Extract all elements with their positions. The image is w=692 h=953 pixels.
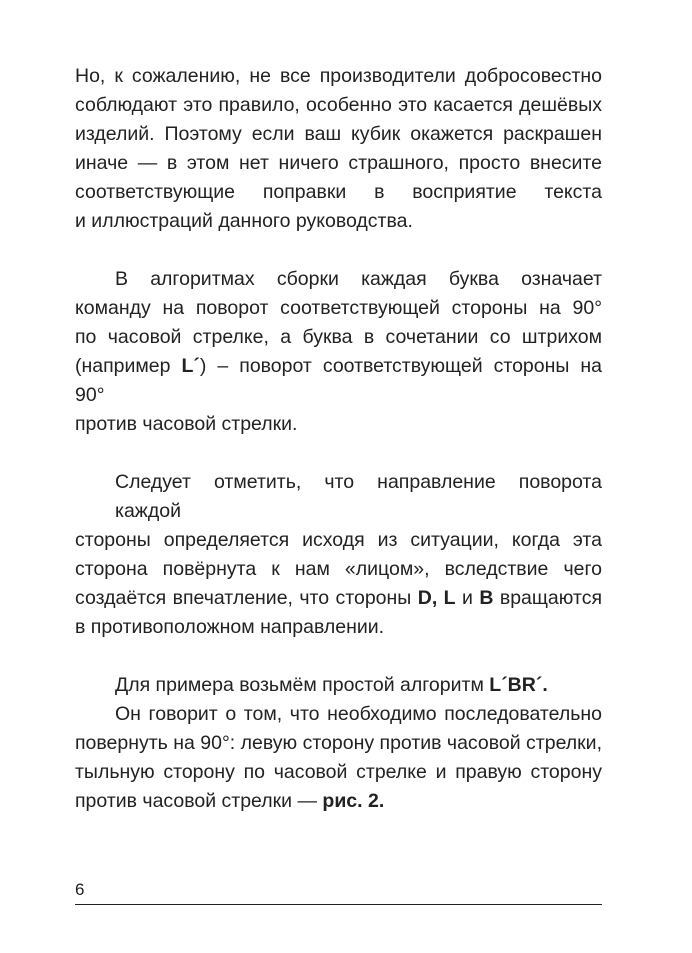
text-line: (например L´) – поворот соответствующей стороны на 90° [75, 355, 603, 406]
text-line: В алгоритмах сборки каждая буква означает [115, 268, 602, 290]
text-line: Но, к сожалению, не все производители добросовестно [75, 65, 602, 87]
notation-d-l: D, L [417, 587, 456, 609]
text-line: создаётся впечатление, что стороны D, L и B вращаются [75, 587, 602, 609]
text-line: стороны определяется исходя из ситуации, когда эта [75, 529, 602, 551]
page-footer [75, 880, 602, 900]
text-line: в противоположном направлении. [75, 616, 385, 638]
text-line: по часовой стрелке, а буква в сочетании со штрихом [75, 326, 602, 348]
text-line: Для примера возьмём простой алгоритм L´BR´. [115, 674, 548, 696]
text-line: Следует отметить, что направление поворота каждой [115, 471, 602, 522]
text-line: изделий. Поэтому если ваш кубик окажется раскрашен [75, 123, 602, 145]
page-body [75, 62, 602, 816]
text-line: и иллюстраций данного руководства. [75, 210, 413, 232]
text-line: команду на поворот соответствующей стороны на 90° [75, 297, 602, 319]
text-line: против часовой стрелки — рис. 2. [75, 790, 385, 812]
text-line: иначе — в этом нет ничего страшного, просто внесите [75, 152, 602, 174]
text-line: Он говорит о том, что необходимо последовательно [115, 703, 602, 725]
text-line: тыльную сторону по часовой стрелке и правую сторону [75, 761, 602, 783]
text-line: повернуть на 90°: левую сторону против часовой стрелки, [75, 732, 602, 754]
text-line: соблюдают это правило, особенно это касается дешёвых [75, 94, 602, 116]
text-line: соответствующие поправки в восприятие текста [75, 181, 602, 203]
notation-algorithm: L´BR´. [489, 674, 548, 696]
paragraph-rotation-direction [75, 468, 602, 642]
paragraph-example [75, 671, 602, 816]
footer-divider [75, 904, 602, 905]
notation-b: B [479, 587, 494, 609]
text-line: сторона повёрнута к нам «лицом», вследствие чего [75, 558, 602, 580]
paragraph-color-note [75, 62, 602, 236]
paragraph-algorithm-notation [75, 265, 602, 439]
page-number: 6 [75, 880, 85, 899]
figure-reference: рис. 2. [322, 790, 385, 812]
text-line: против часовой стрелки. [75, 413, 298, 435]
notation-l-prime: L´ [181, 355, 200, 377]
